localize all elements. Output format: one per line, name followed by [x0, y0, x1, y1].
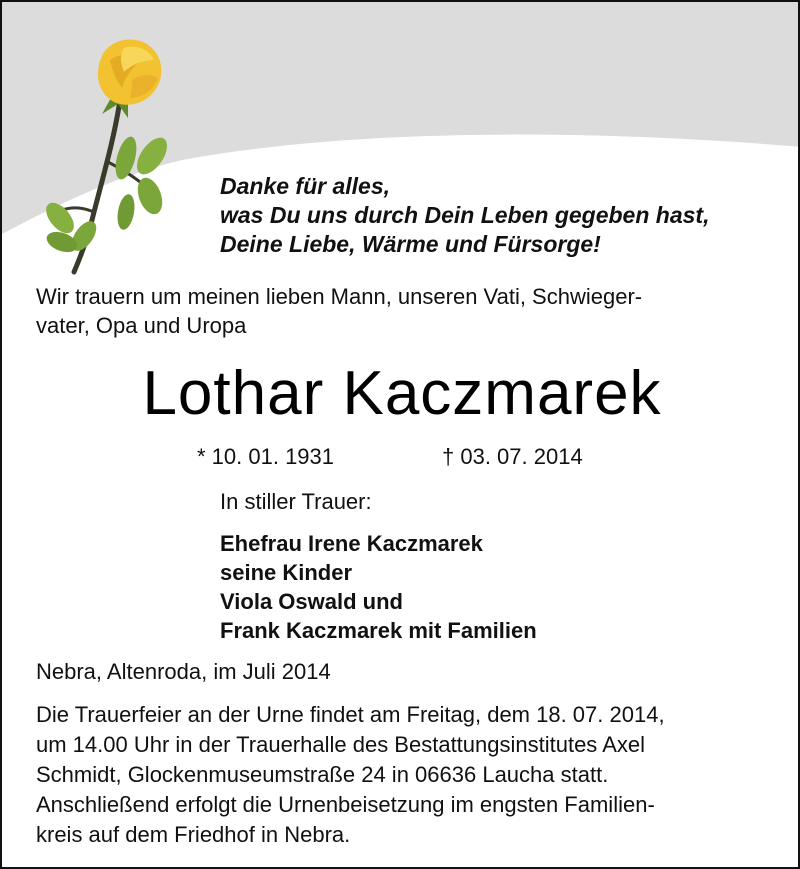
death-date: † 03. 07. 2014 [442, 444, 583, 469]
rose-leaf [115, 193, 137, 231]
motto-line: was Du uns durch Dein Leben gegeben hast, [220, 202, 710, 228]
ceremony-info [36, 700, 665, 850]
rose-leaf [112, 134, 141, 181]
mourner-name: Ehefrau Irene Kaczmarek [220, 531, 483, 556]
mourner-name: seine Kinder [220, 560, 353, 585]
intro-line: vater, Opa und Uropa [36, 313, 247, 338]
ceremony-line: kreis auf dem Friedhof in Nebra. [36, 822, 351, 847]
mourners-list [220, 529, 537, 645]
rose-leaf [41, 198, 79, 238]
mourner-name: Frank Kaczmarek mit Familien [220, 618, 537, 643]
birth-date: * 10. 01. 1931 [197, 444, 335, 469]
mourner-name: Viola Oswald und [220, 589, 403, 614]
ceremony-line: um 14.00 Uhr in der Trauerhalle des Bestattungsinstitutes Axel [36, 732, 646, 757]
place-date: Nebra, Altenroda, im Juli 2014 [36, 659, 331, 684]
deceased-name: Lothar Kaczmarek [142, 359, 662, 428]
motto [220, 172, 709, 259]
rose-leaf [44, 228, 80, 256]
rose-leaf [131, 132, 173, 179]
motto-line: Danke für alles, [220, 173, 391, 199]
intro-line: Wir trauern um meinen lieben Mann, unseren Vati, Schwieger- [36, 284, 643, 309]
ceremony-line: Die Trauerfeier an der Urne findet am Freitag, dem 18. 07. 2014, [36, 702, 665, 727]
intro-text [36, 282, 642, 340]
yellow-rose-icon [32, 30, 182, 275]
ceremony-line: Anschließend erfolgt die Urnenbeisetzung im engsten Familien- [36, 792, 655, 817]
motto-line: Deine Liebe, Wärme und Fürsorge! [220, 231, 601, 257]
ceremony-line: Schmidt, Glockenmuseumstraße 24 in 06636 Laucha statt. [36, 762, 609, 787]
mourning-label: In stiller Trauer: [220, 489, 372, 514]
